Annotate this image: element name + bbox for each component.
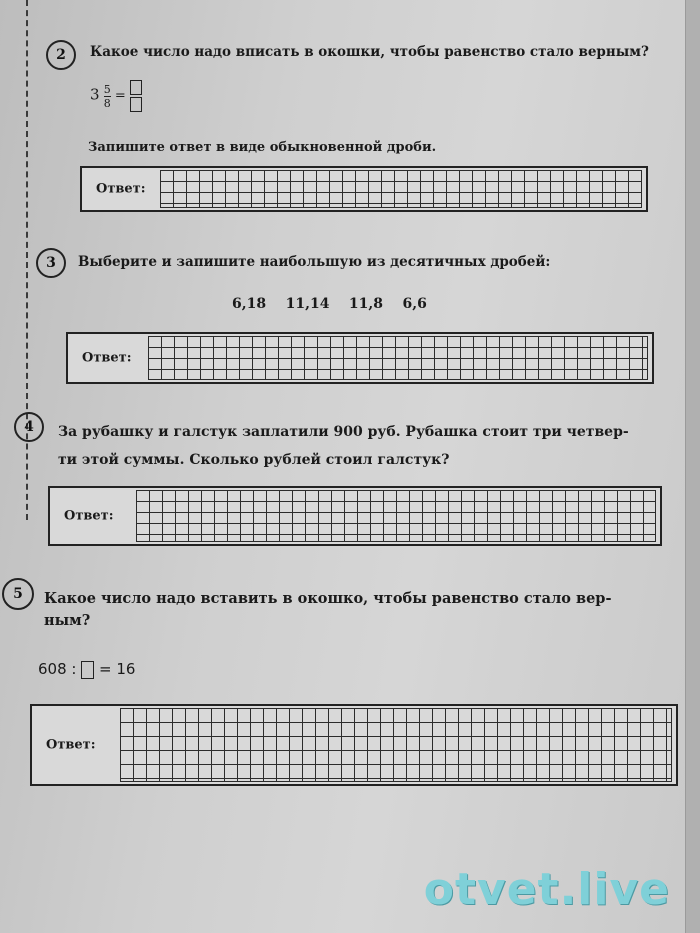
task-2-answer-box xyxy=(80,166,648,212)
task-3-number: 3 xyxy=(36,248,66,278)
task-4-question-line1: За рубашку и галстук заплатили 900 руб. Рубашка стоит три четвер- xyxy=(58,424,629,440)
task-2-box-fraction xyxy=(130,80,142,112)
task-2-question: Какое число надо вписать в окошки, чтобы равенство стало верным? xyxy=(90,44,649,60)
task-5-answer-grid[interactable] xyxy=(120,708,672,782)
task-4-question-line2: ти этой суммы. Сколько рублей стоил галстук? xyxy=(58,452,450,468)
task-3-answer-label: Ответ: xyxy=(82,350,132,366)
task-2-fraction xyxy=(104,83,111,110)
task-5-answer-box xyxy=(30,704,678,786)
task-4-number: 4 xyxy=(14,412,44,442)
task-2-whole: 3 xyxy=(90,85,100,104)
task-4-answer-box xyxy=(48,486,662,546)
task-5-expression xyxy=(38,660,135,679)
task-4-answer-grid[interactable] xyxy=(136,490,656,542)
task-5-number: 5 xyxy=(2,578,34,610)
task-3-question: Выберите и запишите наибольшую из десятичных дробей: xyxy=(78,254,551,270)
watermark-logo: otvet.live xyxy=(423,864,670,915)
task-2-expression xyxy=(90,80,142,112)
task-2-denominator: 8 xyxy=(103,96,111,110)
task-3-answer-box xyxy=(66,332,654,384)
page-edge xyxy=(685,0,700,933)
task-5-box[interactable] xyxy=(81,661,94,679)
cut-line xyxy=(26,0,28,520)
task-4-answer-label: Ответ: xyxy=(64,508,114,524)
task-3-options: 6,18 11,14 11,8 6,6 xyxy=(232,296,427,312)
task-2-box-bottom[interactable] xyxy=(130,97,142,112)
task-2-number: 2 xyxy=(46,40,76,70)
task-3-answer-grid[interactable] xyxy=(148,336,648,380)
task-2-numerator: 5 xyxy=(103,82,111,96)
task-5-question-line2: ным? xyxy=(44,612,91,629)
task-5-expr-right: = 16 xyxy=(99,660,136,678)
task-5-question-line1: Какое число надо вставить в окошко, чтобы равенство стало вер- xyxy=(44,590,612,607)
task-2-answer-label: Ответ: xyxy=(96,181,146,197)
task-2-answer-grid[interactable] xyxy=(160,170,642,208)
task-5-answer-label: Ответ: xyxy=(46,737,96,753)
task-2-equals: = xyxy=(114,88,126,104)
task-2-box-top[interactable] xyxy=(130,80,142,95)
task-5-expr-left: 608 : xyxy=(38,660,77,678)
task-2-instruction: Запишите ответ в виде обыкновенной дроби. xyxy=(88,140,437,155)
